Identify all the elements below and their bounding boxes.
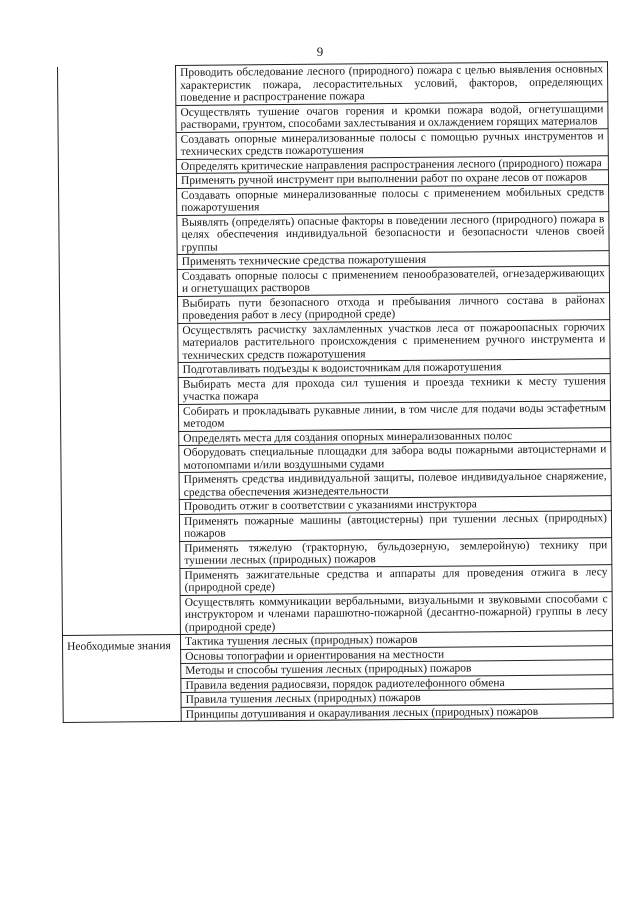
knowledge-item: Методы и способы тушения лесных (природных) пожаров <box>181 660 613 678</box>
skill-item: Собирать и прокладывать рукавные линии, в том числе для подачи воды эстафетным методом <box>178 400 610 431</box>
skill-item: Применять тяжелую (тракторную, бульдозерную, землеройную) технику при тушении лесных (природных) пожаров <box>180 537 612 568</box>
knowledge-item: Правила ведения радиосвязи, порядок радиотелефонного обмена <box>181 674 613 692</box>
knowledge-item: Основы топографии и ориентирования на местности <box>181 645 613 663</box>
knowledge-group-cell <box>62 634 181 722</box>
skill-item: Определять места для создания опорных минерализованных полос <box>179 427 611 445</box>
knowledge-item: Тактика тушения лесных (природных) пожаров <box>180 631 612 649</box>
skill-item: Осуществлять коммуникации вербальными, визуальными и звуковыми способами с инструктором и членами парашютно-пожарной (десантно-пожарной) группы в лесу (природной среде) <box>180 591 612 634</box>
skill-item: Выявлять (определять) опасные факторы в поведении лесного (природного) пожара в целях обеспечения индивидуальной безопасности и безопасности членов своей группы <box>177 211 609 254</box>
knowledge-group-label: Необходимые знания <box>67 640 171 653</box>
skill-item: Создавать опорные полосы с применением пенообразователей, огнезадерживающих и огнетушащих растворов <box>177 265 609 296</box>
skill-item: Осуществлять тушение очагов горения и кромки пожара водой, огнетушащими растворами, грунтом, способами захлестывания и охлаждением горящих материалов <box>176 101 608 132</box>
skill-item: Применять зажигательные средства и аппараты для проведения отжига в лесу (природной среде) <box>180 564 612 595</box>
knowledge-item: Правила тушения лесных (природных) пожаров <box>181 689 613 707</box>
skill-item: Проводить отжиг в соответствии с указаниями инструктора <box>179 496 611 514</box>
skill-item: Создавать опорные минерализованные полосы с применением мобильных средств пожаротушения <box>177 184 609 215</box>
skills-section <box>58 62 613 636</box>
skill-item: Проводить обследование лесного (природного) пожара с целью выявления основных характеристик пожара, лесорастительных условий, факторов, определяющих поведение и распространение пожара <box>175 62 607 105</box>
skill-item: Определять критические направления распространения лесного (природного) пожара <box>176 155 608 173</box>
skill-item: Осуществлять расчистку захламленных участков леса от пожароопасных горючих материалов растительного происхождения с применением ручного инструмента и технических средств пожаротушения <box>178 319 610 362</box>
skill-item: Применять ручной инструмент при выполнении работ по охране лесов от пожаров <box>176 170 608 188</box>
knowledge-item: Принципы дотушивания и окарауливания лесных (природных) пожаров <box>181 703 613 721</box>
requirements-table <box>57 61 614 723</box>
skill-item: Выбирать пути безопасного отхода и пребывания личного состава в районах проведения работ в лесу (природной среде) <box>178 292 610 323</box>
skill-item: Выбирать места для прохода сил тушения и проезда техники к месту тушения участка пожара <box>178 373 610 404</box>
skill-item: Подготавливать подъезды к водоисточникам для пожаротушения <box>178 359 610 377</box>
skills-group-cell <box>58 65 181 635</box>
skill-item: Оборудовать специальные площадки для забора воды пожарными автоцистернами и мотопомпами и/или воздушными судами <box>179 442 611 473</box>
skill-item: Создавать опорные минерализованные полосы с помощью ручных инструментов и технических средств пожаротушения <box>176 128 608 159</box>
skill-item: Применять средства индивидуальной защиты, полевое индивидуальное снаряжение, средства обеспечения жизнедеятельности <box>179 469 611 500</box>
skill-item: Применять технические средства пожаротушения <box>177 251 609 269</box>
knowledge-section <box>62 631 613 723</box>
table-row <box>58 62 608 106</box>
skill-item: Применять пожарные машины (автоцистерны) при тушении лесных (природных) пожаров <box>179 510 611 541</box>
page-number: 9 <box>316 44 324 59</box>
